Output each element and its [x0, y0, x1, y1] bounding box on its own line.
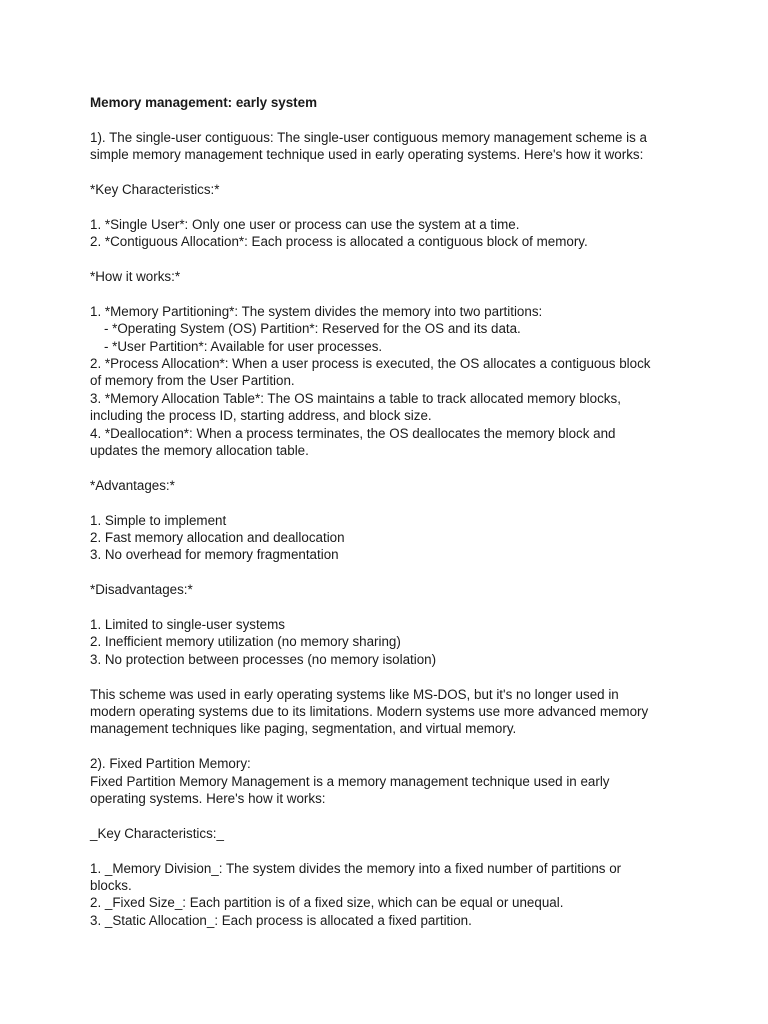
blank-line	[90, 738, 690, 755]
text-line: 1. _Memory Division_: The system divides the memory into a fixed number of partitions or	[90, 860, 622, 876]
text-line: _Key Characteristics:_	[90, 825, 224, 841]
blank-line	[90, 668, 690, 685]
text-line: updates the memory allocation table.	[90, 443, 309, 459]
text-line: 2. Inefficient memory utilization (no memory sharing)	[90, 634, 401, 650]
text-line: 2. _Fixed Size_: Each partition is of a fixed size, which can be equal or unequal.	[90, 895, 564, 911]
text-line: 2. Fast memory allocation and deallocation	[90, 530, 345, 546]
text-line: including the process ID, starting address, and block size.	[90, 408, 432, 424]
document-body	[90, 111, 690, 929]
text-line: 1. Limited to single-user systems	[90, 617, 285, 633]
document-title: Memory management: early system	[90, 95, 317, 110]
text-line: 1. *Memory Partitioning*: The system divides the memory into two partitions:	[90, 303, 543, 319]
text-line: 3. *Memory Allocation Table*: The OS maintains a table to track allocated memory blocks,	[90, 390, 621, 406]
text-line: 4. *Deallocation*: When a process terminates, the OS deallocates the memory block and	[90, 425, 616, 441]
text-line: *Disadvantages:*	[90, 582, 193, 598]
blank-line	[90, 285, 690, 302]
blank-line	[90, 599, 690, 616]
text-line: 2. *Process Allocation*: When a user process is executed, the OS allocates a contiguous block	[90, 356, 651, 372]
document-page	[90, 94, 690, 929]
blank-line	[90, 564, 690, 581]
text-line: 1. *Single User*: Only one user or process can use the system at a time.	[90, 216, 520, 232]
text-line: 1. Simple to implement	[90, 512, 227, 528]
blank-line	[90, 494, 690, 511]
text-line: blocks.	[90, 878, 132, 894]
text-line: 1). The single-user contiguous: The single-user contiguous memory management scheme is a	[90, 129, 647, 145]
text-line: This scheme was used in early operating systems like MS-DOS, but it's no longer used in	[90, 686, 619, 702]
text-line: - *Operating System (OS) Partition*: Reserved for the OS and its data.	[104, 321, 521, 337]
blank-line	[90, 111, 690, 128]
blank-line	[90, 198, 690, 215]
text-line: - *User Partition*: Available for user processes.	[104, 338, 383, 354]
blank-line	[90, 807, 690, 824]
text-line: *How it works:*	[90, 269, 181, 284]
text-line: management techniques like paging, segmentation, and virtual memory.	[90, 721, 517, 737]
text-line: Fixed Partition Memory Management is a memory management technique used in early	[90, 773, 610, 789]
text-line: operating systems. Here's how it works:	[90, 791, 326, 807]
text-line: simple memory management technique used in early operating systems. Here's how it works:	[90, 147, 644, 163]
blank-line	[90, 842, 690, 859]
text-line: modern operating systems due to its limitations. Modern systems use more advanced memory	[90, 704, 649, 720]
blank-line	[90, 251, 690, 268]
text-line: of memory from the User Partition.	[90, 373, 295, 389]
blank-line	[90, 459, 690, 476]
text-line: 3. No overhead for memory fragmentation	[90, 547, 339, 563]
text-line: 3. No protection between processes (no memory isolation)	[90, 651, 437, 667]
text-line: 2. *Contiguous Allocation*: Each process is allocated a contiguous block of memory.	[90, 234, 588, 250]
text-line: 2). Fixed Partition Memory:	[90, 756, 251, 772]
blank-line	[90, 164, 690, 181]
text-line: 3. _Static Allocation_: Each process is allocated a fixed partition.	[90, 912, 472, 928]
text-line: *Key Characteristics:*	[90, 182, 220, 197]
text-line: *Advantages:*	[90, 477, 175, 493]
